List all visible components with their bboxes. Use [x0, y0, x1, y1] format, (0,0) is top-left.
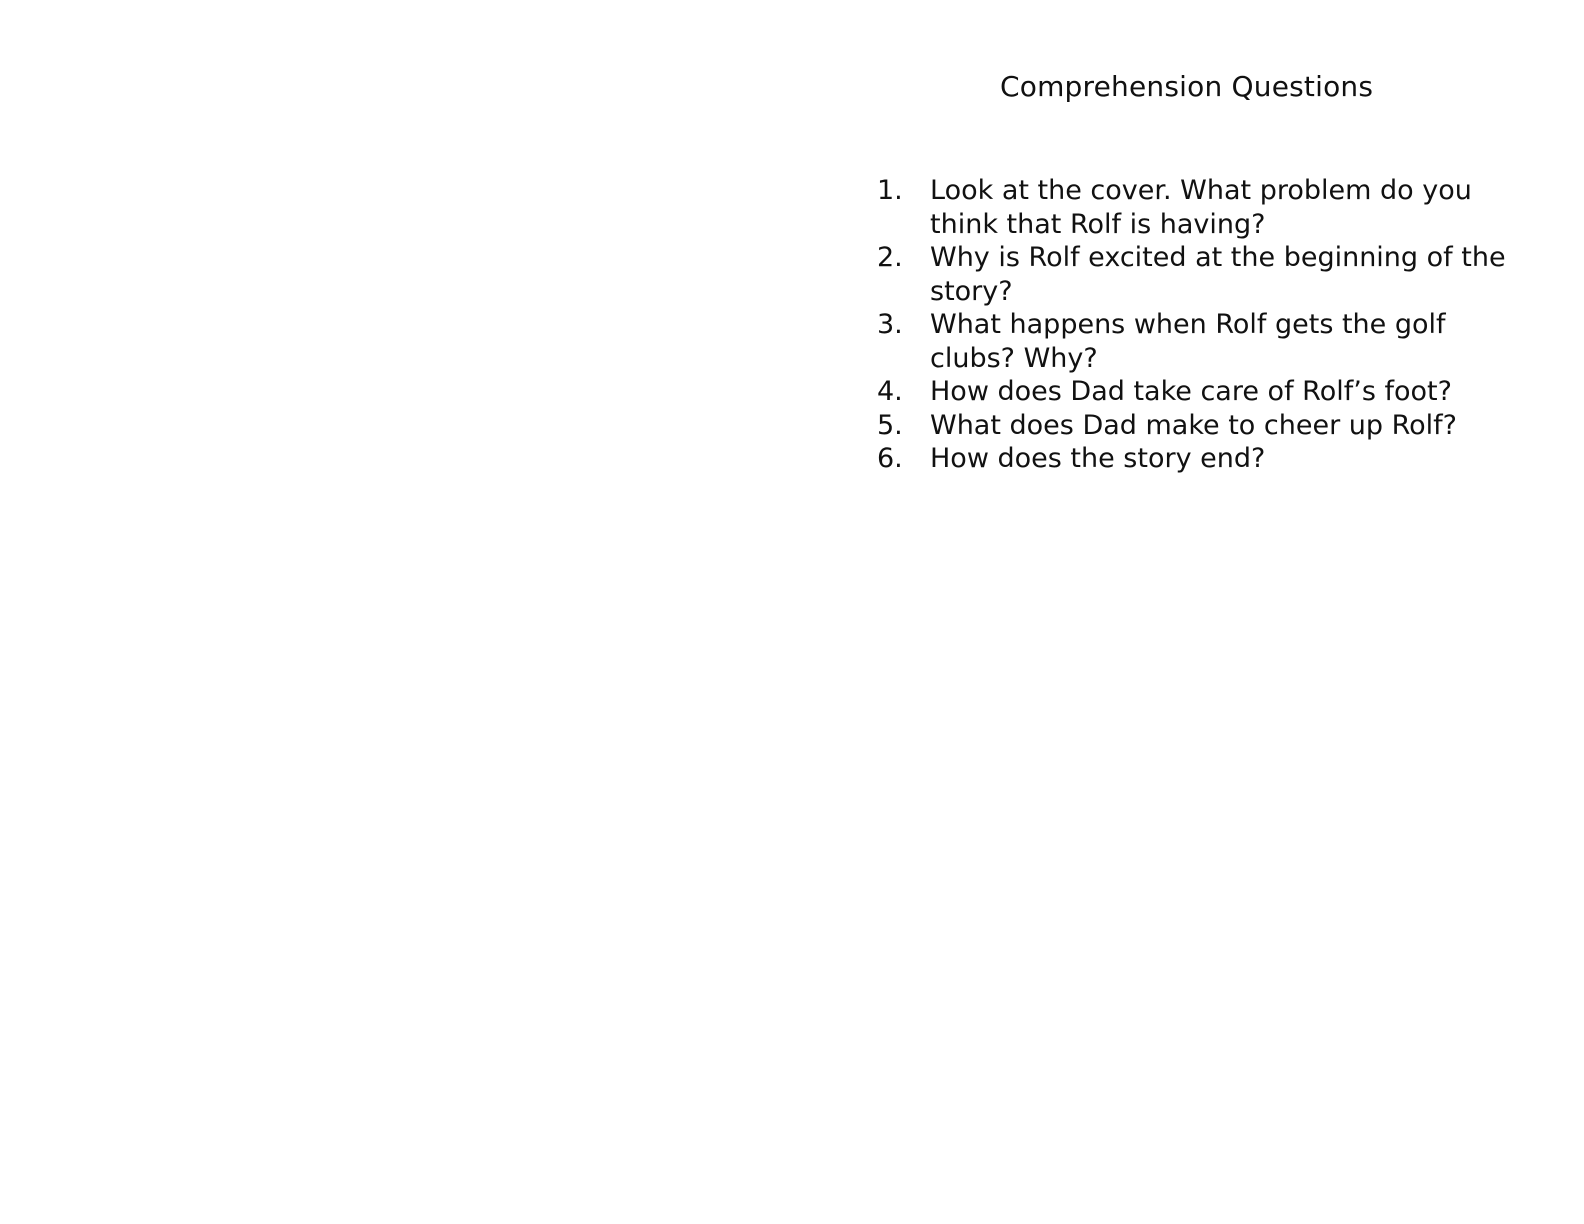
question-item — [877, 174, 1517, 241]
question-text: Why is Rolf excited at the beginning of the story? — [930, 242, 1506, 307]
question-text: How does Dad take care of Rolf’s foot? — [930, 376, 1452, 407]
question-number: 6. — [877, 443, 903, 474]
question-item — [877, 241, 1517, 308]
question-item — [877, 409, 1517, 443]
question-list — [877, 174, 1517, 476]
question-text: What happens when Rolf gets the golf clubs? Why? — [930, 309, 1446, 374]
page-title: Comprehension Questions — [1000, 70, 1374, 103]
question-text: How does the story end? — [930, 443, 1266, 474]
question-number: 3. — [877, 309, 903, 340]
question-number: 4. — [877, 376, 903, 407]
question-item — [877, 308, 1517, 375]
question-number: 5. — [877, 409, 903, 441]
question-text: What does Dad make to cheer up Rolf? — [930, 409, 1458, 441]
question-number: 1. — [877, 175, 903, 206]
question-item — [877, 375, 1517, 409]
question-text: Look at the cover. What problem do you think that Rolf is having? — [930, 175, 1472, 240]
question-number: 2. — [877, 242, 903, 273]
question-item — [877, 442, 1517, 476]
